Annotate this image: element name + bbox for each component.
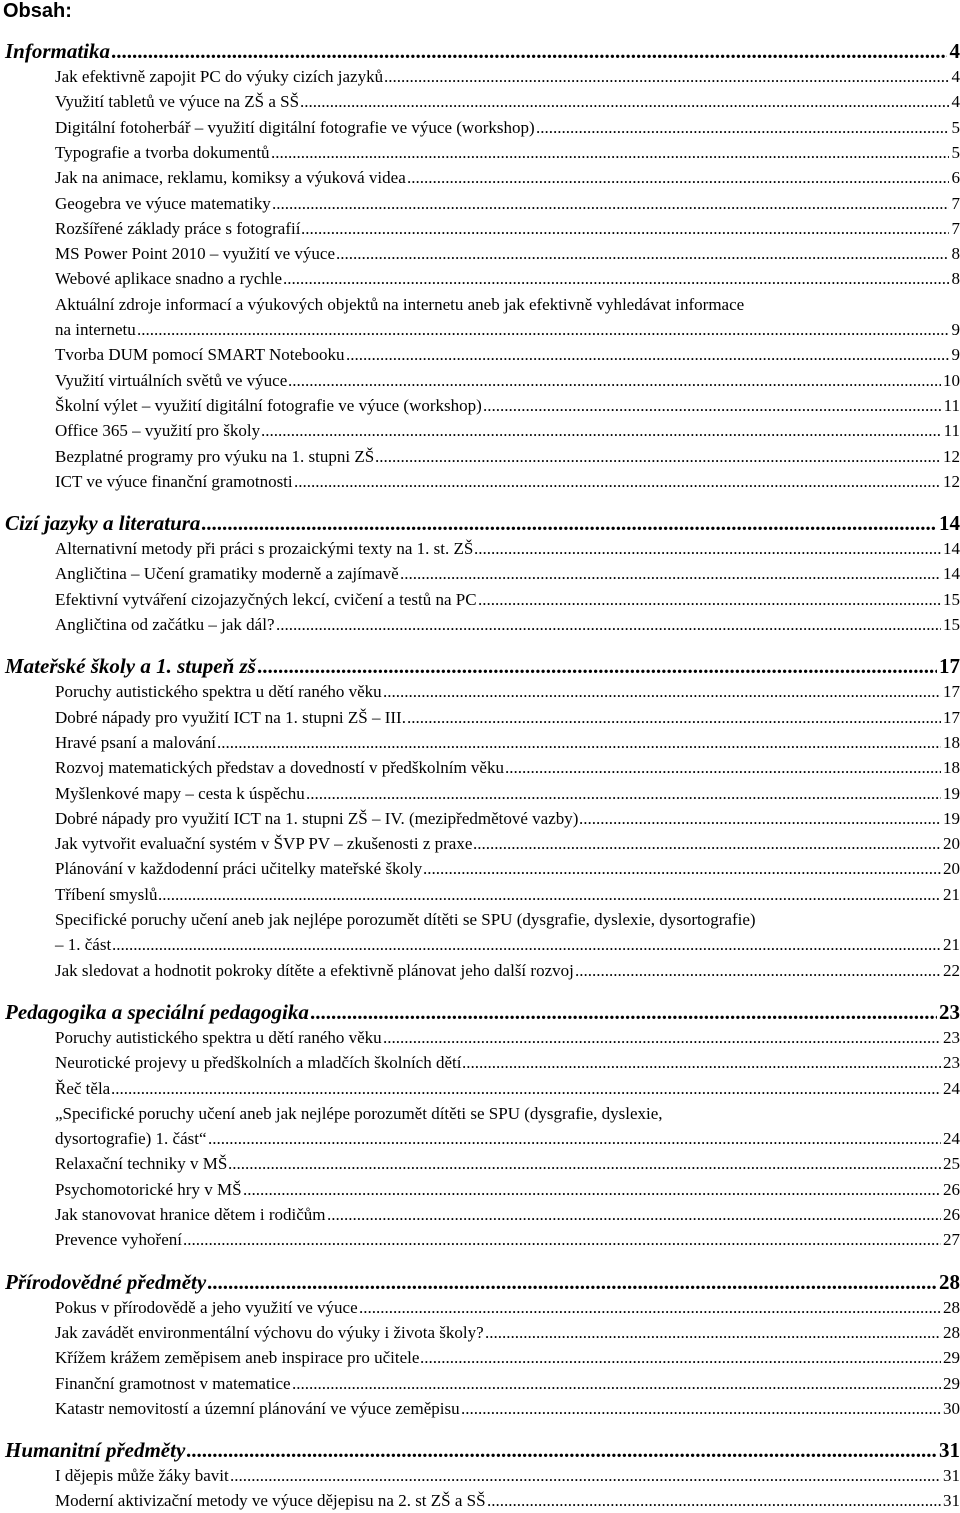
toc-entry[interactable] [0,1025,960,1050]
entry-title: Typografie a tvorba dokumentů [55,142,270,162]
toc-entry-continuation[interactable] [0,932,960,957]
entry-page-number: 21 [943,935,960,955]
dot-leader [111,38,947,64]
entry-title: Poruchy autistického spektra u dětí raného věku [55,1027,382,1047]
dot-leader [208,1126,941,1151]
dot-leader [288,368,941,393]
section-title: Humanitní předměty [5,1438,186,1463]
entry-title: Rozvoj matematických představ a dovedností v předškolním věku [55,758,504,778]
toc-entry[interactable] [0,444,960,469]
entry-page-number: 18 [943,758,960,778]
entry-title: Využití tabletů ve výuce na ZŠ a SŠ [55,92,300,112]
toc-entry[interactable] [0,241,960,266]
toc-entry[interactable] [0,89,960,114]
dot-leader [271,140,949,165]
toc-entry[interactable] [0,418,960,443]
entry-title: Myšlenkové mapy – cesta k úspěchu [55,783,305,803]
entry-page-number: 6 [951,168,960,188]
entry-page-number: 27 [943,1230,960,1250]
dot-leader [111,1076,941,1101]
entry-page-number: 29 [943,1373,960,1393]
entry-title: Křížem krážem zeměpisem aneb inspirace pro učitele [55,1348,420,1368]
toc-section[interactable] [0,510,960,536]
section-page-number: 4 [949,39,960,63]
entry-page-number: 15 [943,589,960,609]
entry-page-number: 17 [943,707,960,727]
entry-page-number: 22 [943,960,960,980]
section-page-number: 28 [939,1269,960,1294]
toc-entry[interactable] [0,1396,960,1421]
toc-entry[interactable] [0,1227,960,1252]
entry-title: Jak zavádět environmentální výchovu do výuky i života školy? [55,1322,484,1342]
entry-title: Rozšířené základy práce s fotografií [55,218,301,238]
dot-leader [384,64,949,89]
dot-leader [306,781,941,806]
entry-title: Dobré nápady pro využití ICT na 1. stupni ZŠ – III. [55,707,406,727]
entry-page-number: 20 [943,859,960,879]
toc-entry[interactable] [0,856,960,881]
dot-leader [485,1320,941,1345]
dot-leader [292,1371,941,1396]
toc-entry[interactable] [0,469,960,494]
toc-entry[interactable] [0,266,960,291]
toc-entry-continuation[interactable] [0,317,960,342]
entry-title: Office 365 – využití pro školy [55,421,261,441]
toc-entry[interactable] [0,781,960,806]
entry-title: Finanční gramotnost v matematice [55,1373,291,1393]
entry-page-number: 11 [943,421,960,441]
entry-page-number: 23 [943,1027,960,1047]
dot-leader [383,679,941,704]
dot-leader [536,115,949,140]
dot-leader [375,444,941,469]
entry-page-number: 5 [951,117,960,137]
dot-leader [407,165,949,190]
dot-leader [183,1227,941,1252]
dot-leader [420,1345,941,1370]
toc-entry[interactable] [0,191,960,216]
toc-entry[interactable] [0,705,960,730]
entry-title: Jak sledovat a hodnotit pokroky dítěte a efektivně plánovat jeho další rozvoj [55,960,574,980]
entry-title: Digitální fotoherbář – využití digitální fotografie ve výuce (workshop) [55,117,535,137]
entry-title: Využití virtuálních světů ve výuce [55,370,288,390]
entry-page-number: 25 [943,1154,960,1174]
dot-leader [261,418,942,443]
entry-title: Alternativní metody při práci s prozaickými texty na 1. st. ZŠ [55,539,474,559]
toc-entry[interactable] [0,612,960,637]
dot-leader [579,806,941,831]
dot-leader [383,1025,941,1050]
entry-title: Geogebra ve výuce matematiky [55,193,271,213]
entry-page-number: 10 [943,370,960,390]
entry-page-number: 26 [943,1205,960,1224]
entry-page-number: 20 [943,834,960,854]
dot-leader [473,831,941,856]
toc-section[interactable] [0,38,960,64]
entry-title: Tvorba DUM pomocí SMART Notebooku [55,345,345,365]
toc-entry[interactable] [0,1488,960,1513]
toc-entry[interactable] [0,342,960,367]
entry-title: Aktuální zdroje informací a výukových objektů na internetu aneb jak efektivně vyhledávat informace [55,294,745,314]
toc-entry[interactable] [0,1295,960,1320]
dot-leader [276,612,941,637]
entry-page-number: 31 [943,1466,960,1486]
dot-leader [487,1488,941,1513]
entry-page-number: 14 [943,564,960,584]
section-page-number: 14 [939,511,960,536]
dot-leader [505,755,941,780]
dot-leader [294,469,941,494]
entry-page-number: 4 [951,67,960,86]
section-title: Cizí jazyky a literatura [5,511,201,536]
dot-leader [575,958,941,983]
toc-entry[interactable] [0,1151,960,1176]
section-page-number: 17 [939,654,960,679]
toc-entry[interactable] [0,1177,960,1202]
toc-entry[interactable] [0,140,960,165]
dot-leader [137,317,949,342]
entry-title: Efektivní vytváření cizojazyčných lekcí, cvičení a testů na PC [55,589,477,609]
entry-title: „Specifické poruchy učení aneb jak nejlépe porozumět dítěti se SPU (dysgrafie, dyslexie, [55,1103,663,1123]
toc-entry[interactable] [0,1076,960,1101]
entry-page-number: 9 [951,320,960,339]
entry-page-number: 7 [951,218,960,238]
entry-title: Psychomotorické hry v MŠ [55,1179,242,1199]
dot-leader [327,1202,941,1227]
dot-leader [310,999,937,1025]
toc-entry[interactable] [0,561,960,586]
entry-title: Webové aplikace snadno a rychle [55,269,283,289]
toc-entry[interactable] [0,393,960,418]
entry-title-continuation: na internetu [55,320,136,339]
entry-page-number: 17 [943,682,960,702]
dot-leader [461,1396,941,1421]
entry-page-number: 28 [943,1322,960,1342]
dot-leader [336,241,949,266]
toc-section[interactable] [0,999,960,1025]
entry-title: Jak stanovovat hranice dětem i rodičům [55,1205,326,1224]
entry-page-number: 8 [951,269,960,289]
dot-leader [474,536,941,561]
toc-section[interactable] [0,653,960,679]
entry-page-number: 18 [943,732,960,752]
section-title: Přírodovědné předměty [5,1269,207,1294]
dot-leader [158,882,941,907]
entry-title: Katastr nemovitostí a územní plánování ve výuce zeměpisu [55,1398,460,1418]
toc-entry[interactable] [0,587,960,612]
entry-page-number: 12 [943,446,960,466]
toc-entry[interactable] [0,907,960,932]
entry-title: Prevence vyhoření [55,1230,182,1250]
entry-page-number: 15 [943,615,960,634]
entry-title: Specifické poruchy učení aneb jak nejlépe porozumět dítěti se SPU (dysgrafie, dyslexie, dysortografie) [55,910,756,929]
toc-section[interactable] [0,1437,960,1463]
dot-leader [201,510,937,536]
entry-page-number: 26 [943,1179,960,1199]
entry-title: Jak vytvořit evaluační systém v ŠVP PV – zkušenosti z praxe [55,834,473,854]
dot-leader [483,393,942,418]
entry-page-number: 31 [943,1491,960,1511]
toc-entry[interactable] [0,1463,960,1488]
entry-page-number: 19 [943,808,960,828]
entry-page-number: 8 [951,244,960,264]
toc-entry[interactable] [0,64,960,89]
toc-entry[interactable] [0,115,960,140]
dot-leader [423,856,941,881]
section-page-number: 23 [939,999,960,1024]
dot-leader [207,1269,937,1295]
dot-leader [478,587,941,612]
dot-leader [346,342,949,367]
dot-leader [230,1463,941,1488]
toc-entry[interactable] [0,1101,960,1126]
toc-entry[interactable] [0,1320,960,1345]
toc-entry[interactable] [0,806,960,831]
section-title: Mateřské školy a 1. stupeň zš [5,654,256,679]
dot-leader [217,730,941,755]
toc-entry[interactable] [0,292,960,317]
toc-entry-continuation[interactable] [0,1126,960,1151]
toc-entry[interactable] [0,831,960,856]
dot-leader [228,1151,941,1176]
toc-section[interactable] [0,1269,960,1295]
toc-entry[interactable] [0,368,960,393]
entry-page-number: 19 [943,783,960,803]
entry-page-number: 24 [943,1078,960,1098]
dot-leader [462,1050,941,1075]
toc-entry[interactable] [0,165,960,190]
toc-entry[interactable] [0,730,960,755]
dot-leader [400,561,941,586]
dot-leader [186,1437,937,1463]
toc-entry[interactable] [0,216,960,241]
entry-title: Neurotické projevy u předškolních a mladčích školních dětí [55,1053,462,1073]
entry-title: Pokus v přírodovědě a jeho využití ve výuce [55,1297,358,1317]
entry-title-continuation: – 1. část [55,935,112,955]
toc-entry[interactable] [0,1202,960,1227]
dot-leader [300,89,949,114]
dot-leader [359,1295,941,1320]
toc-entry[interactable] [0,882,960,907]
entry-title: Angličtina od začátku – jak dál? [55,615,275,634]
entry-page-number: 29 [943,1348,960,1368]
entry-page-number: 14 [943,539,960,559]
dot-leader [243,1177,941,1202]
entry-title: Školní výlet – využití digitální fotografie ve výuce (workshop) [55,395,482,415]
entry-page-number: 21 [943,884,960,904]
entry-page-number: 24 [943,1129,960,1149]
entry-title: Poruchy autistického spektra u dětí raného věku [55,682,382,702]
entry-page-number: 28 [943,1297,960,1317]
dot-leader [257,653,937,679]
entry-page-number: 11 [943,395,960,415]
section-title: Pedagogika a speciální pedagogika [5,999,309,1024]
entry-page-number: 4 [951,92,960,112]
entry-title: I dějepis může žáky bavit [55,1466,229,1486]
entry-title: Jak na animace, reklamu, komiksy a výuková videa [55,168,406,188]
entry-page-number: 12 [943,471,960,491]
toc-entry[interactable] [0,679,960,704]
toc-heading: Obsah: [3,0,72,22]
dot-leader [283,266,949,291]
dot-leader [407,705,941,730]
dot-leader [112,932,941,957]
toc-entry[interactable] [0,1050,960,1075]
toc-entry[interactable] [0,1345,960,1370]
dot-leader [301,216,949,241]
entry-title: Angličtina – Učení gramatiky moderně a zajímavě [55,564,399,584]
entry-page-number: 9 [951,345,960,365]
entry-title: Dobré nápady pro využití ICT na 1. stupni ZŠ – IV. (mezipředmětové vazby) [55,808,579,828]
entry-title: Jak efektivně zapojit PC do výuky cizích jazyků [55,67,384,86]
dot-leader [272,191,949,216]
entry-title: Řeč těla [55,1078,111,1098]
toc-entry[interactable] [0,755,960,780]
section-title: Informatika [5,39,111,63]
entry-title-continuation: dysortografie) 1. část“ [55,1129,207,1149]
entry-title: Plánování v každodenní práci učitelky mateřské školy [55,859,423,879]
entry-title: Moderní aktivizační metody ve výuce dějepisu na 2. st ZŠ a SŠ [55,1491,486,1511]
entry-page-number: 7 [951,193,960,213]
entry-title: Bezplatné programy pro výuku na 1. stupni ZŠ [55,446,375,466]
toc-entry[interactable] [0,958,960,983]
entry-page-number: 5 [951,142,960,162]
entry-title: Tříbení smyslů [55,884,158,904]
entry-title: Relaxační techniky v MŠ [55,1154,228,1174]
entry-title: MS Power Point 2010 – využití ve výuce [55,244,336,264]
entry-page-number: 30 [943,1398,960,1418]
entry-title: ICT ve výuce finanční gramotnosti [55,471,293,491]
toc-entry[interactable] [0,536,960,561]
entry-title: Hravé psaní a malování [55,732,216,752]
toc-entry[interactable] [0,1371,960,1396]
entry-page-number: 23 [943,1053,960,1073]
section-page-number: 31 [939,1438,960,1463]
